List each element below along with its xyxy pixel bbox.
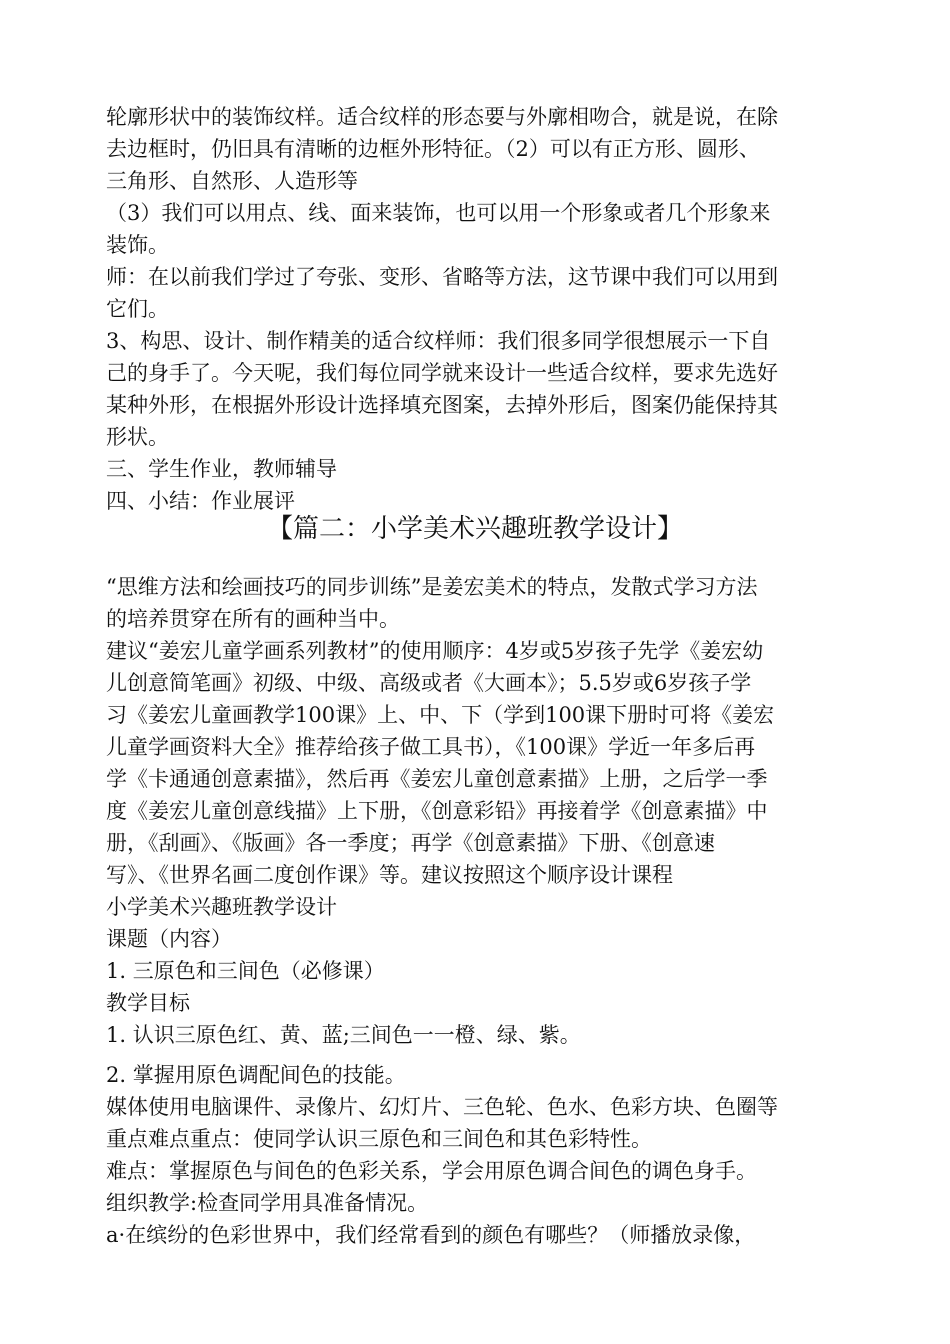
text-line: 写》、《世界名画二度创作课》等。建议按照这个顺序设计课程 (106, 863, 673, 887)
text-line: 1. 三原色和三间色（必修课） (106, 959, 385, 983)
text-line: （3）我们可以用点、线、面来装饰，也可以用一个形象或者几个形象来 (106, 201, 771, 225)
text-line: 师：在以前我们学过了夸张、变形、省略等方法，这节课中我们可以用到 (106, 265, 778, 289)
text-line: 某种外形，在根据外形设计选择填充图案，去掉外形后，图案仍能保持其 (106, 393, 778, 417)
text-line: 四、小结：作业展评 (106, 489, 295, 513)
text-line: 它们。 (106, 297, 169, 321)
text-line: 习《姜宏儿童画教学100课》上、中、下（学到100课下册时可将《姜宏 (106, 703, 775, 727)
text-line: 学《卡通通创意素描》，然后再《姜宏儿童创意素描》上册，之后学一季 (106, 767, 768, 791)
text-line: 三角形、自然形、人造形等 (106, 169, 358, 193)
text-line: 3、构思、设计、制作精美的适合纹样师：我们很多同学很想展示一下自 (106, 329, 771, 353)
text-line: 的培养贯穿在所有的画种当中。 (106, 607, 400, 631)
text-line: 组织教学:检查同学用具准备情况。 (106, 1191, 429, 1215)
text-line: a·在缤纷的色彩世界中，我们经常看到的颜色有哪些？（师播放录像， (106, 1223, 756, 1247)
text-line: 三、学生作业，教师辅导 (106, 457, 337, 481)
text-line: 儿童学画资料大全》推荐给孩子做工具书），《100课》学近一年多后再 (106, 735, 756, 759)
text-line: 难点：掌握原色与间色的色彩关系，学会用原色调合间色的调色身手。 (106, 1159, 757, 1183)
text-line: 形状。 (106, 425, 169, 449)
text-line: 建议“姜宏儿童学画系列教材”的使用顺序：4岁或5岁孩子先学《姜宏幼 (106, 639, 764, 663)
text-line: 己的身手了。今天呢，我们每位同学就来设计一些适合纹样，要求先选好 (106, 361, 778, 385)
text-line: 课题（内容） (106, 927, 232, 951)
text-line: 小学美术兴趣班教学设计 (106, 895, 337, 919)
text-line: 媒体使用电脑课件、录像片、幻灯片、三色轮、色水、色彩方块、色圈等 (106, 1095, 778, 1119)
section-title: 【篇二：小学美术兴趣班教学设计】 (266, 514, 683, 544)
text-line: 重点难点重点：使同学认识三原色和三间色和其色彩特性。 (106, 1127, 652, 1151)
text-line: 儿创意简笔画》初级、中级、高级或者《大画本》；5.5岁或6岁孩子学 (106, 671, 752, 695)
text-line: 1. 认识三原色红、黄、蓝;三间色一一橙、绿、紫。 (106, 1023, 581, 1047)
text-line: 度《姜宏儿童创意线描》上下册，《创意彩铅》再接着学《创意素描》中 (106, 799, 768, 823)
text-line: 册，《刮画》、《版画》各一季度；再学《创意素描》下册、《创意速 (106, 831, 715, 855)
text-line: 装饰。 (106, 233, 169, 257)
text-line: “思维方法和绘画技巧的同步训练”是姜宏美术的特点，发散式学习方法 (106, 575, 758, 599)
text-line: 教学目标 (106, 991, 190, 1015)
text-line: 轮廓形状中的装饰纹样。适合纹样的形态要与外廓相吻合，就是说，在除 (106, 105, 778, 129)
text-line: 去边框时，仍旧具有清晰的边框外形特征。（2）可以有正方形、圆形、 (106, 137, 760, 161)
text-line: 2. 掌握用原色调配间色的技能。 (106, 1063, 406, 1087)
